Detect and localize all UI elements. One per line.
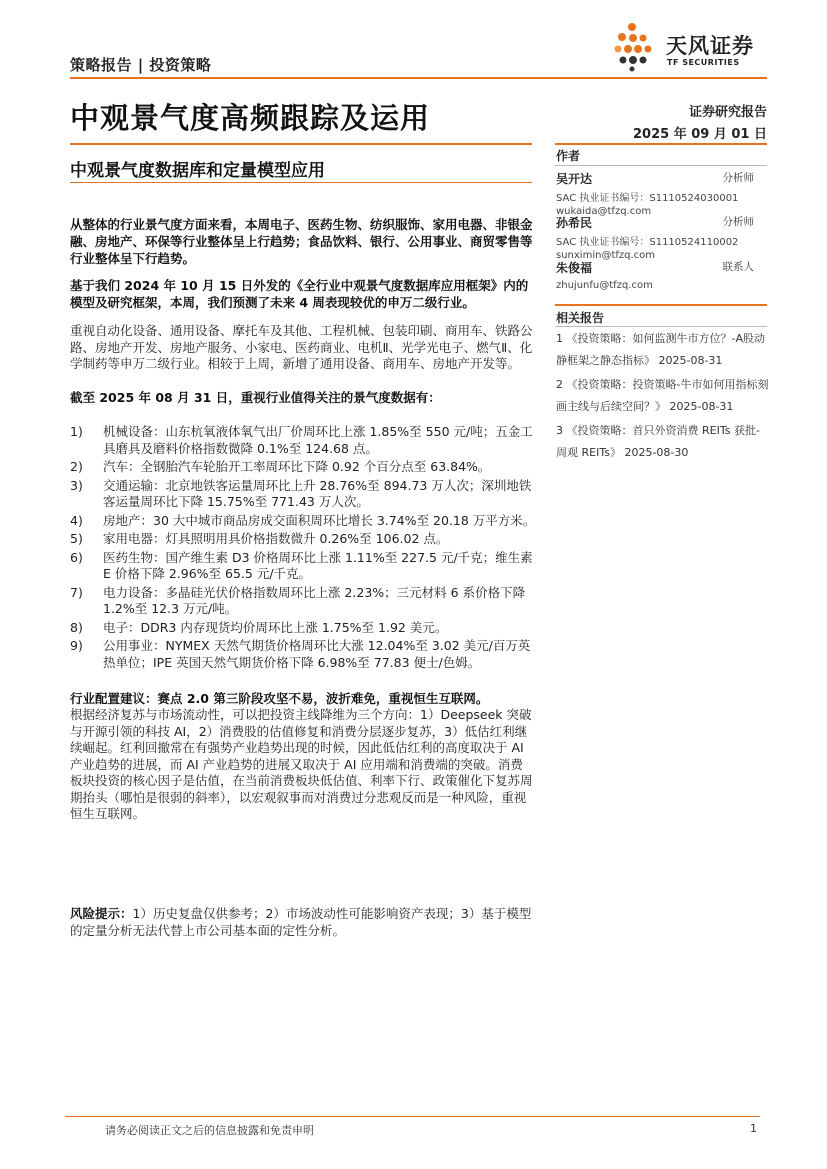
footer-disclaimer: 请务必阅读正文之后的信息披露和免责申明 xyxy=(105,1124,314,1137)
risk-warning xyxy=(70,906,535,939)
author-block xyxy=(556,259,768,291)
authors-heading: 作者 xyxy=(556,149,581,163)
framework-paragraph: 基于我们 2024 年 10 月 15 日外发的《全行业中观景气度数据库应用框架》内的模型及研究框架，本周，我们预测了未来 4 周表现较优的申万二级行业。 xyxy=(70,278,529,310)
author-email[interactable]: wukaida@tfzq.com xyxy=(556,206,652,217)
footer-divider xyxy=(65,1116,760,1117)
author-cert: SAC 执业证书编号：S1110524030001 xyxy=(556,193,739,204)
list-item: 6) 医药生物：国产维生素 D3 价格周环比上涨 1.11%至 227.5 元/千克；维生素 E 价格下降 2.96%至 65.5 元/千克。 xyxy=(70,549,533,581)
author-block xyxy=(556,214,768,261)
author-cert: SAC 执业证书编号：S1110524110002 xyxy=(556,237,739,248)
summary-paragraph: 从整体的行业景气度方面来看，本周电子、医药生物、纺织服饰、家用电器、非银金融、房地产、环保等行业整体呈上行趋势；食品饮料、银行、公用事业、商贸零售等行业整体呈下行趋势。 xyxy=(70,217,533,266)
list-item: 2) 汽车：全钢胎汽车轮胎开工率周环比下降 0.92 个百分点至 63.84%。 xyxy=(70,459,491,474)
sidebar-top-rule xyxy=(555,143,767,145)
author-role: 分析师 xyxy=(722,172,754,184)
report-type: 证券研究报告 xyxy=(688,105,767,120)
page-number: 1 xyxy=(750,1122,757,1135)
header-divider xyxy=(70,77,767,79)
author-name: 朱俊福 xyxy=(556,261,593,275)
related-heading: 相关报告 xyxy=(556,311,605,325)
related-list xyxy=(556,328,769,464)
risk-label: 风险提示： xyxy=(70,906,133,921)
report-category: 策略报告 | 投资策略 xyxy=(70,56,212,74)
author-role: 联系人 xyxy=(722,261,754,273)
data-intro: 截至 2025 年 08 月 31 日，重视行业值得关注的景气度数据有： xyxy=(70,390,441,405)
related-divider xyxy=(555,326,767,327)
allocation-paragraph: 根据经济复苏与市场流动性，可以把投资主线降维为三个方向：1）Deepseek 突破与开源引领的科技 AI，2）消费股的估值修复和消费分层逐步复苏，3）低估红利继续崛起。红利回撤常在有强势产业趋势出现的时候，因此低估红利的高度取决于 AI 产业趋势的进展，而 AI 产业趋势的进展又取决于 AI 应用端和消费端的突破。消费板块投资的核心因子是估值，在当前消费板块低估值、利率下行、政策催化下复苏周期抬头（哪怕是很弱的斜率），以宏观叙事而对消费过分悲观反而是一种风险，重视恒生互联网。 xyxy=(70,707,533,821)
allocation-advice: 行业配置建议：赛点 2.0 第三阶段攻坚不易，波折难免，重视恒生互联网。 xyxy=(70,691,489,706)
report-date: 2025 年 09 月 01 日 xyxy=(633,127,767,142)
list-item: 3) 交通运输：北京地铁客运量周环比上升 28.76%至 894.73 万人次；深圳地铁客运量周环比下降 15.75%至 771.43 万人次。 xyxy=(70,477,532,509)
logo-text-en: TF SECURITIES xyxy=(667,58,740,67)
author-name: 孙希民 xyxy=(556,216,593,230)
related-report-link[interactable]: 3 《投资策略：首只外资消费 REITs 获批-周观 REITs》 2025-08-30 xyxy=(556,424,760,459)
list-item: 5) 家用电器：灯具照明用具价格指数微升 0.26%至 106.02 点。 xyxy=(70,531,449,546)
list-item: 4) 房地产：30 大中城市商品房成交面积周环比增长 3.74%至 20.18 万平方米。 xyxy=(70,512,536,528)
author-email[interactable]: sunximin@tfzq.com xyxy=(556,250,656,261)
author-email[interactable]: zhujunfu@tfzq.com xyxy=(556,280,653,291)
list-item: 7) 电力设备：多晶硅光伏价格指数周环比上涨 2.23%；三元材料 6 系价格下降 1.2%至 12.3 万元/吨。 xyxy=(70,584,526,616)
industry-paragraph: 重视自动化设备、通用设备、摩托车及其他、工程机械、包装印刷、商用车、铁路公路、房地产开发、房地产服务、小家电、医药商业、电机Ⅱ、光学光电子、燃气Ⅱ、化学制药等申万二级行业。相较于上周，新增了通用设备、商用车、房地产开发等。 xyxy=(70,323,533,371)
related-report-link[interactable]: 1 《投资策略：如何监测牛市方位？-A股动静框架之静态指标》 2025-08-31 xyxy=(556,332,765,367)
logo-text-cn: 天风证券 xyxy=(666,34,754,58)
related-report-link[interactable]: 2 《投资策略：投资策略-牛市如何用指标刻画主线与后续空间？》 2025-08-31 xyxy=(556,378,769,413)
list-item: 1) 机械设备：山东杭氧液体氧气出厂价周环比上涨 1.85%至 550 元/吨；五金工具磨具及磨料价格指数微降 0.1%至 124.68 点。 xyxy=(70,424,533,456)
author-block xyxy=(556,170,768,217)
logo-mark-icon xyxy=(612,20,664,72)
author-role: 分析师 xyxy=(722,216,754,228)
list-item: 9) 公用事业：NYMEX 天然气期货价格周环比大涨 12.04%至 3.02 美元/百万英热单位；IPE 英国天然气期货价格下降 6.98%至 77.83 便士/色姆。 xyxy=(70,638,531,670)
subtitle-divider xyxy=(70,182,532,183)
authors-divider xyxy=(555,165,767,166)
author-name: 吴开达 xyxy=(556,172,593,186)
page-title: 中观景气度高频跟踪及运用 xyxy=(70,101,431,135)
list-item: 8) 电子：DDR3 内存现货均价周环比上涨 1.75%至 1.92 美元。 xyxy=(70,619,448,635)
indicator-list xyxy=(70,424,540,673)
page-subtitle: 中观景气度数据库和定量模型应用 xyxy=(70,161,325,181)
related-top-rule xyxy=(555,304,767,306)
title-divider xyxy=(70,143,532,145)
risk-text: 1）历史复盘仅供参考；2）市场波动性可能影响资产表现；3）基于模型的定量分析无法代替上市公司基本面的定性分析。 xyxy=(70,906,532,938)
